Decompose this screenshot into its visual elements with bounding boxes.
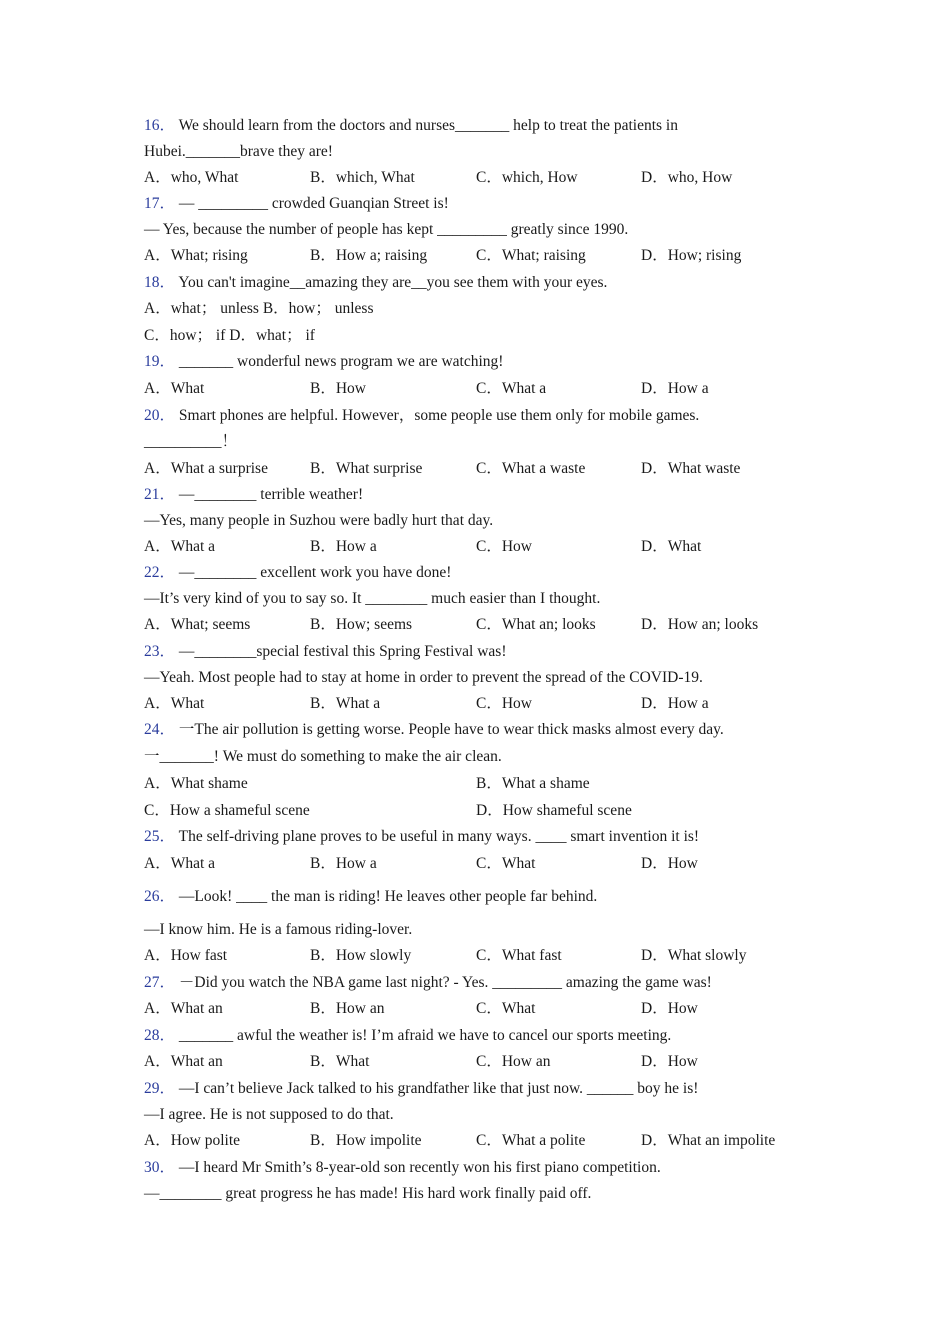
option-a[interactable]: A．who, What	[144, 169, 239, 186]
option-c[interactable]: C．How a shameful scene	[144, 802, 310, 819]
option-d[interactable]: D．How	[641, 1000, 698, 1017]
option-d[interactable]: D．How; rising	[641, 247, 742, 264]
option-b[interactable]: B．How a; raising	[310, 247, 428, 264]
option-d[interactable]: D．What slowly	[641, 947, 747, 964]
option-c[interactable]: C．What a polite	[476, 1132, 586, 1149]
option-d[interactable]: D．How shameful scene	[476, 802, 632, 819]
option-b[interactable]: B．How a	[310, 538, 377, 555]
options-ab[interactable]: A．what； unless B．how； unless	[144, 300, 374, 317]
option-b[interactable]: B．What surprise	[310, 460, 423, 477]
option-c[interactable]: C．What	[476, 855, 536, 872]
options-cd[interactable]: C．how； if D．what； if	[144, 327, 315, 344]
option-b[interactable]: B．How impolite	[310, 1132, 422, 1149]
option-d[interactable]: D．What	[641, 538, 702, 555]
option-b[interactable]: B．which, What	[310, 169, 415, 186]
option-a[interactable]: A．What an	[144, 1053, 223, 1070]
option-c[interactable]: C．What	[476, 1000, 536, 1017]
option-c[interactable]: C．What a	[476, 380, 547, 397]
option-c[interactable]: C．What; raising	[476, 247, 586, 264]
option-a[interactable]: A．What a	[144, 855, 216, 872]
option-a[interactable]: A．What; seems	[144, 616, 251, 633]
option-a[interactable]: A．What; rising	[144, 247, 248, 264]
option-c[interactable]: C．What an; looks	[476, 616, 596, 633]
option-b[interactable]: B．How; seems	[310, 616, 413, 633]
worksheet-page: 16． We should learn from the doctors and nurses_______ help to treat the patients in Hubei._______brave they are! A．who, What B．which, What C．which, How D．who, How 17． — _________ crowded Guanqian Street is! — Yes, because the number of people has kept _________ greatly since 1990. A．What; rising B．How a; raising C．What; raising D．How; rising 18． You can't imagine__amazing they are__you see them with your eyes. A．what； unless B．how； unless C．how； if D．what； if 19． _______ wonderful news program we are watching! A．What B．How C．What a D．How a 20． Smart phones are helpful. However，some people use them only for mobile games. __________！ A．What a surprise B．What surprise C．What a waste D．What waste 21． —________ terrible weather! —Yes, many people in Suzhou were badly hurt that day. A．What a B．How a C．How D．What 22． —________ excellent work you have done! —It’s very kind of you to say so. It ________ much easier than I thought. A．What; seems B．How; seems C．What an; looks D．How an; looks 23． —________special festival this Spring Festival was! —Yeah. Most people had to stay at home in order to prevent the spread of the COVID-19. A．What B．What a C．How D．How a 24． 一The air pollution is getting worse. People have to wear thick masks almost every day. 一_______! We must do something to make the air clean. A．What shame B．What a shame C．How a shameful scene D．How shameful scene 25． The self-driving plane proves to be useful in many ways. ____ smart invention it is! A．What a B．How a C．What D．How 26． —Look! ____ the man is riding! He leaves other people far behind. —I know him. He is a famous riding-lover. A．How fast B．How slowly C．What fast D．What slowly 27． －Did you watch the NBA game last night? - Yes. _________ amazing the game was! A．What an B．How an C．What D．How 28． _______ awful the weather is! I’m afraid we have to cancel our sports meeting. A．What an B．What C．How an D．How 29． —I can’t believe Jack talked to his grandfather like that just now. ______ boy he is! —I agree. He is not supposed to do that. A．How polite B．How impolite C．What a polite D．What an impolite 30． —I heard Mr Smith’s 8-year-old son recently won his first piano competition. —________ great progress he has made! His hard work finally paid off.	[144, 117, 776, 1202]
option-a[interactable]: A．How polite	[144, 1132, 241, 1149]
option-c[interactable]: C．which, How	[476, 169, 578, 186]
option-d[interactable]: D．How	[641, 855, 698, 872]
option-d[interactable]: D．What an impolite	[641, 1132, 776, 1149]
option-b[interactable]: B．What a shame	[476, 775, 590, 792]
option-a[interactable]: A．What a	[144, 538, 216, 555]
option-c[interactable]: C．What a waste	[476, 460, 586, 477]
option-a[interactable]: A．What	[144, 695, 205, 712]
option-d[interactable]: D．How a	[641, 380, 709, 397]
option-b[interactable]: B．How a	[310, 855, 377, 872]
option-b[interactable]: B．How slowly	[310, 947, 412, 964]
option-a[interactable]: A．What shame	[144, 775, 248, 792]
option-d[interactable]: D．who, How	[641, 169, 733, 186]
option-c[interactable]: C．How	[476, 695, 532, 712]
option-d[interactable]: D．How a	[641, 695, 709, 712]
option-a[interactable]: A．How fast	[144, 947, 228, 964]
option-d[interactable]: D．How an; looks	[641, 616, 759, 633]
option-c[interactable]: C．What fast	[476, 947, 562, 964]
option-a[interactable]: A．What a surprise	[144, 460, 268, 477]
option-a[interactable]: A．What	[144, 380, 205, 397]
option-c[interactable]: C．How an	[476, 1053, 551, 1070]
option-d[interactable]: D．What waste	[641, 460, 741, 477]
option-c[interactable]: C．How	[476, 538, 532, 555]
option-a[interactable]: A．What an	[144, 1000, 223, 1017]
option-d[interactable]: D．How	[641, 1053, 698, 1070]
option-b[interactable]: B．What a	[310, 695, 381, 712]
option-b[interactable]: B．What	[310, 1053, 370, 1070]
option-b[interactable]: B．How an	[310, 1000, 385, 1017]
option-b[interactable]: B．How	[310, 380, 366, 397]
